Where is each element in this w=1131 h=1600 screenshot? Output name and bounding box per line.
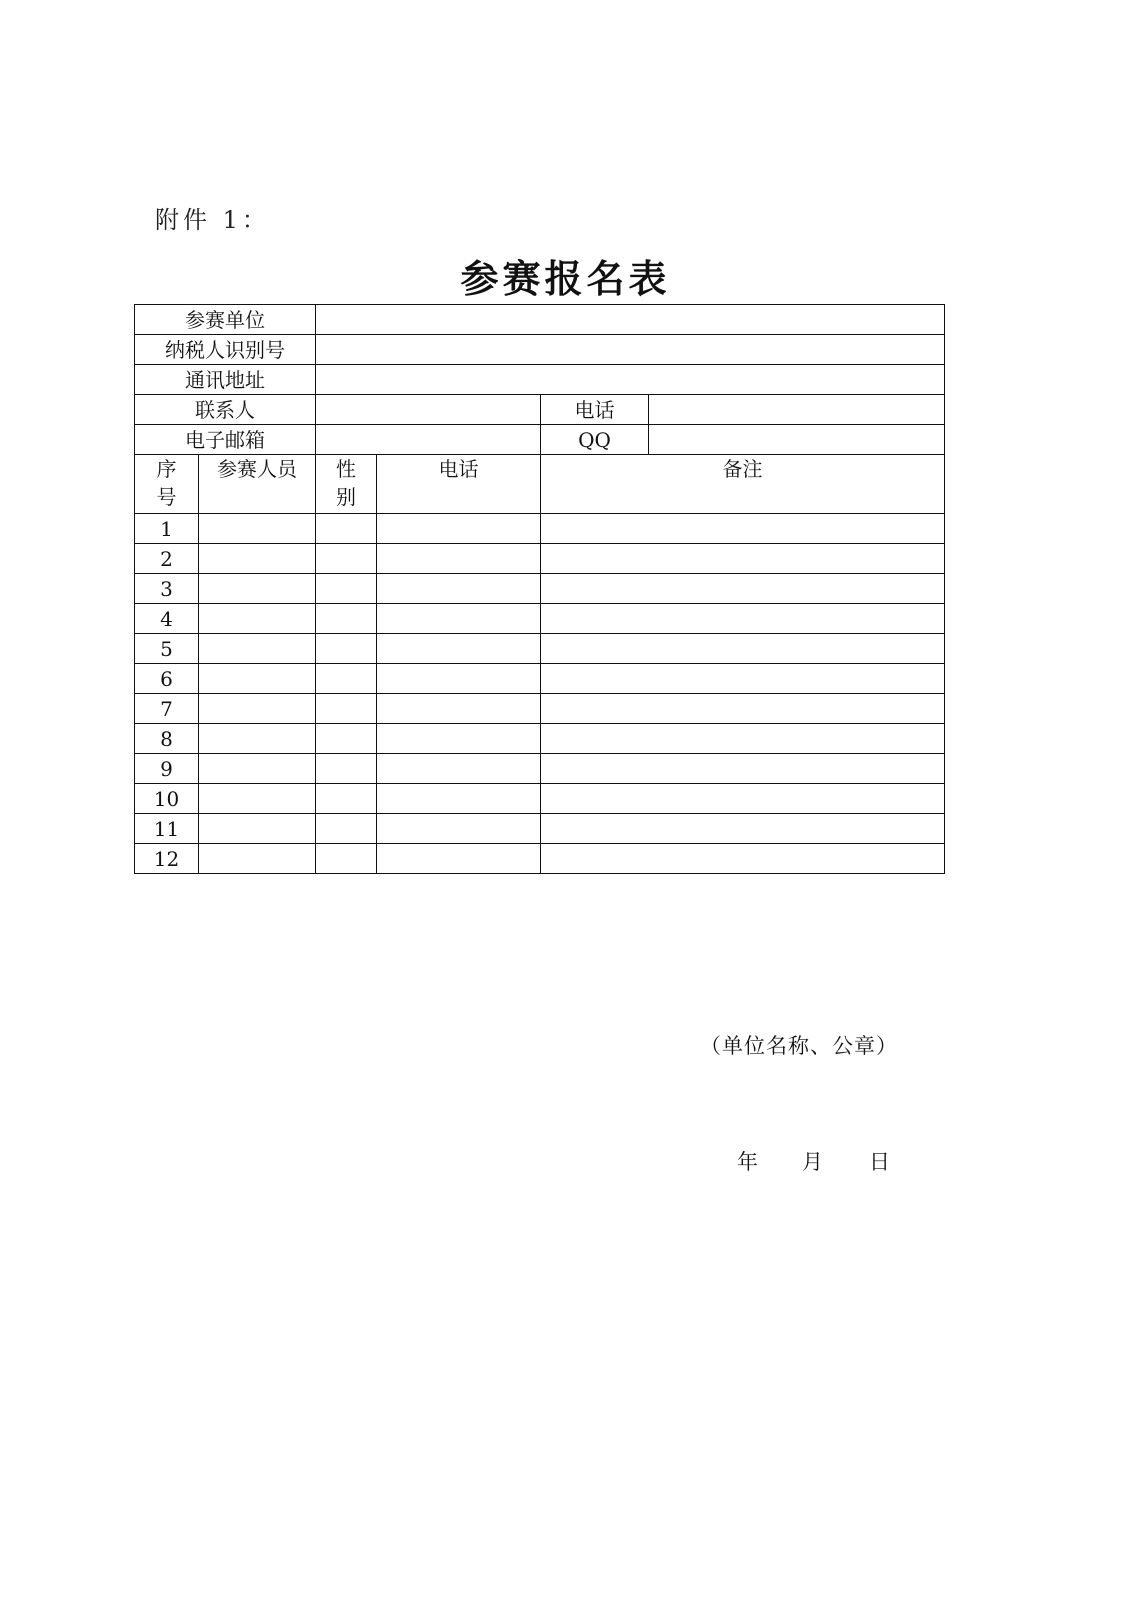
gender-cell[interactable]	[316, 724, 377, 754]
row-number: 12	[135, 844, 199, 874]
row-number: 10	[135, 784, 199, 814]
tax-id-field[interactable]	[316, 335, 945, 365]
participant-name-cell[interactable]	[199, 844, 316, 874]
table-row	[135, 694, 945, 724]
contact-phone-label: 电话	[541, 395, 649, 425]
col-header-seq	[135, 455, 199, 514]
remark-cell[interactable]	[541, 754, 945, 784]
email-field[interactable]	[316, 425, 541, 455]
phone-cell[interactable]	[377, 814, 541, 844]
phone-cell[interactable]	[377, 724, 541, 754]
address-label: 通讯地址	[135, 365, 316, 395]
participant-name-cell[interactable]	[199, 574, 316, 604]
gender-cell[interactable]	[316, 844, 377, 874]
tax-id-label: 纳税人识别号	[135, 335, 316, 365]
attachment-label: 附件 1：	[155, 206, 270, 234]
phone-cell[interactable]	[377, 514, 541, 544]
registration-table	[134, 304, 945, 874]
col-header-phone: 电话	[377, 455, 541, 514]
phone-cell[interactable]	[377, 694, 541, 724]
participant-name-cell[interactable]	[199, 514, 316, 544]
participant-name-cell[interactable]	[199, 544, 316, 574]
gender-cell[interactable]	[316, 784, 377, 814]
phone-cell[interactable]	[377, 604, 541, 634]
phone-cell[interactable]	[377, 784, 541, 814]
gender-cell[interactable]	[316, 754, 377, 784]
participant-name-cell[interactable]	[199, 784, 316, 814]
phone-cell[interactable]	[377, 844, 541, 874]
col-header-gender	[316, 455, 377, 514]
gender-cell[interactable]	[316, 544, 377, 574]
contact-field[interactable]	[316, 395, 541, 425]
row-number: 9	[135, 754, 199, 784]
remark-cell[interactable]	[541, 664, 945, 694]
table-row	[135, 544, 945, 574]
row-number: 11	[135, 814, 199, 844]
table-row	[135, 784, 945, 814]
table-row	[135, 514, 945, 544]
table-row	[135, 724, 945, 754]
participant-name-cell[interactable]	[199, 694, 316, 724]
tax-id-row	[135, 335, 945, 365]
month-label: 月	[802, 1150, 823, 1174]
stamp-note: （单位名称、公章）	[700, 1034, 898, 1058]
form-title	[0, 248, 1131, 303]
day-label: 日	[869, 1150, 890, 1174]
phone-cell[interactable]	[377, 634, 541, 664]
remark-cell[interactable]	[541, 514, 945, 544]
remark-cell[interactable]	[541, 814, 945, 844]
qq-label: QQ	[541, 425, 649, 455]
gender-cell[interactable]	[316, 694, 377, 724]
participant-name-cell[interactable]	[199, 814, 316, 844]
table-row	[135, 574, 945, 604]
address-field[interactable]	[316, 365, 945, 395]
row-number: 3	[135, 574, 199, 604]
col-header-name: 参赛人员	[199, 455, 316, 514]
gender-cell[interactable]	[316, 514, 377, 544]
col-header-gender-text: 性别	[336, 457, 356, 509]
phone-cell[interactable]	[377, 574, 541, 604]
participant-name-cell[interactable]	[199, 754, 316, 784]
row-number: 5	[135, 634, 199, 664]
date-line	[737, 1146, 890, 1176]
col-header-remark: 备注	[541, 455, 945, 514]
remark-cell[interactable]	[541, 634, 945, 664]
row-number: 8	[135, 724, 199, 754]
contact-row	[135, 395, 945, 425]
row-number: 2	[135, 544, 199, 574]
year-label: 年	[737, 1150, 758, 1174]
participant-name-cell[interactable]	[199, 664, 316, 694]
gender-cell[interactable]	[316, 664, 377, 694]
phone-cell[interactable]	[377, 664, 541, 694]
gender-cell[interactable]	[316, 604, 377, 634]
remark-cell[interactable]	[541, 604, 945, 634]
remark-cell[interactable]	[541, 844, 945, 874]
row-number: 7	[135, 694, 199, 724]
email-row	[135, 425, 945, 455]
gender-cell[interactable]	[316, 634, 377, 664]
gender-cell[interactable]	[316, 814, 377, 844]
row-number: 6	[135, 664, 199, 694]
gender-cell[interactable]	[316, 574, 377, 604]
table-row	[135, 844, 945, 874]
table-row	[135, 604, 945, 634]
contact-phone-field[interactable]	[649, 395, 945, 425]
unit-label: 参赛单位	[135, 305, 316, 335]
email-label: 电子邮箱	[135, 425, 316, 455]
participant-name-cell[interactable]	[199, 604, 316, 634]
remark-cell[interactable]	[541, 784, 945, 814]
row-number: 1	[135, 514, 199, 544]
table-row	[135, 754, 945, 784]
participant-name-cell[interactable]	[199, 634, 316, 664]
table-row	[135, 664, 945, 694]
participant-name-cell[interactable]	[199, 724, 316, 754]
participants-header-row	[135, 455, 945, 514]
table-row	[135, 814, 945, 844]
remark-cell[interactable]	[541, 574, 945, 604]
address-row	[135, 365, 945, 395]
remark-cell[interactable]	[541, 724, 945, 754]
qq-field[interactable]	[649, 425, 945, 455]
table-row	[135, 634, 945, 664]
phone-cell[interactable]	[377, 544, 541, 574]
remark-cell[interactable]	[541, 694, 945, 724]
row-number: 4	[135, 604, 199, 634]
form-title-text: 参赛报名表	[460, 256, 671, 301]
unit-field[interactable]	[316, 305, 945, 335]
remark-cell[interactable]	[541, 544, 945, 574]
col-header-seq-text: 序号	[156, 457, 177, 509]
unit-row	[135, 305, 945, 335]
contact-label: 联系人	[135, 395, 316, 425]
phone-cell[interactable]	[377, 754, 541, 784]
